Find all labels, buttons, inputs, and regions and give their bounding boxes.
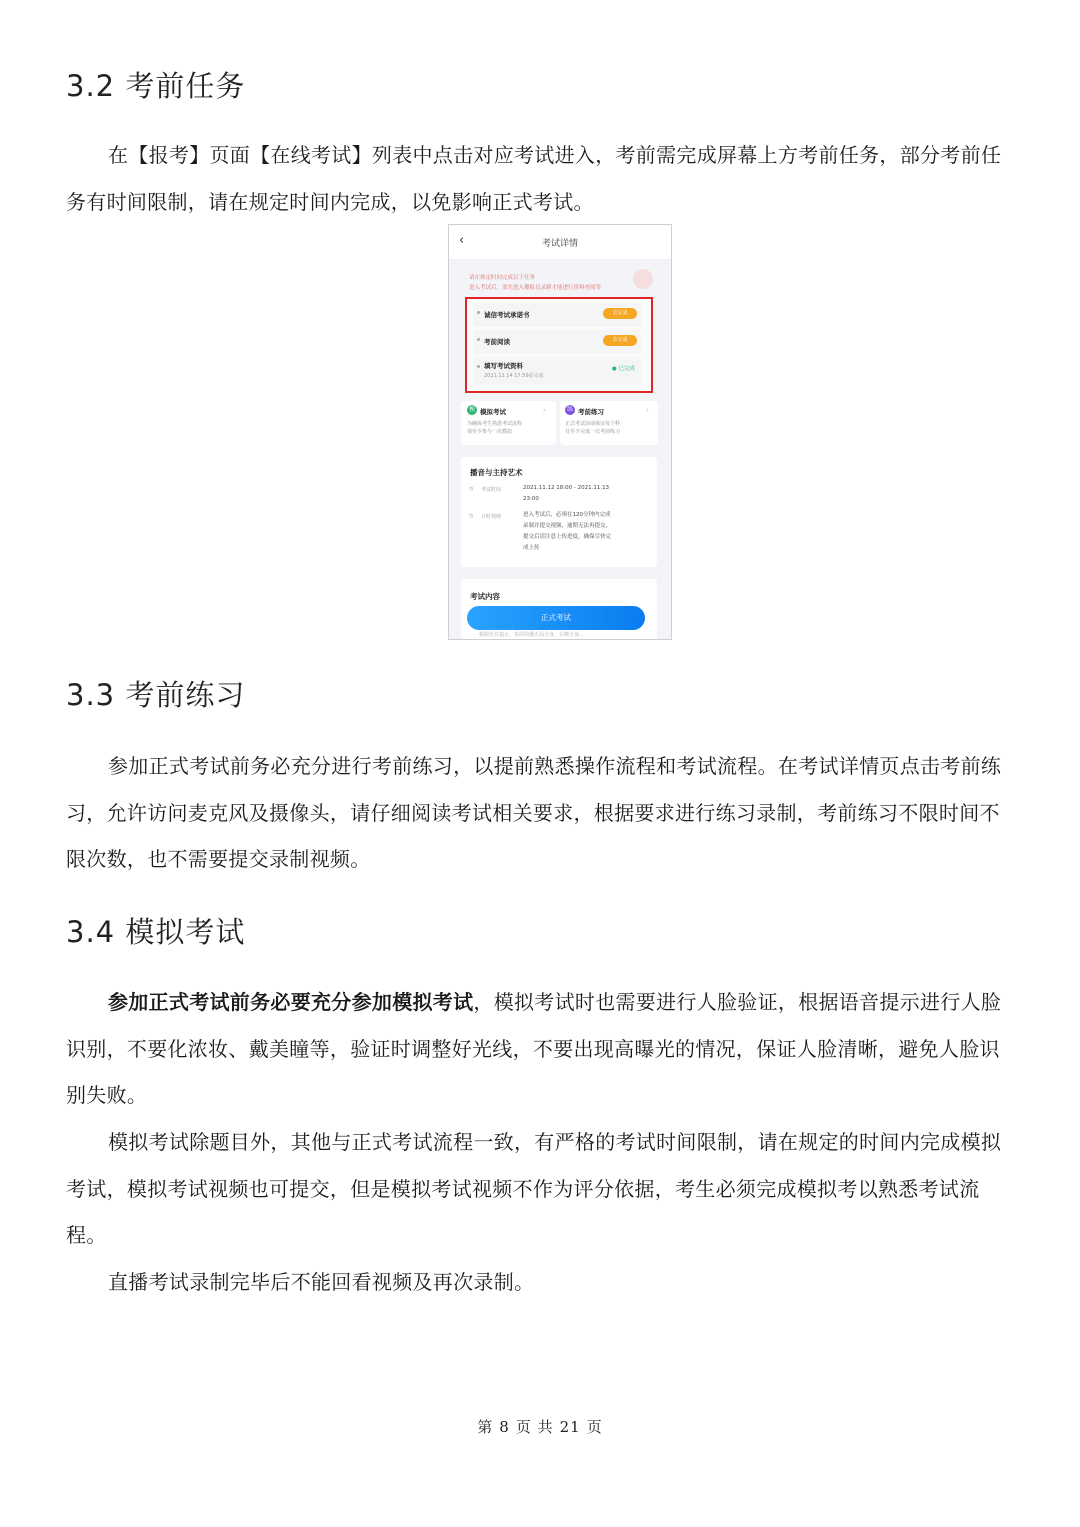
practice-desc: 正式考试前请保证每个科 目至少完成一次考前练习 — [565, 421, 621, 435]
mock-exam-title: 模拟考试 — [480, 408, 506, 416]
paragraph-3-4-1-text: ，模拟考试时也需要进行人脸验证，根据语音提示进行人脸识别，不要化浓妆、戴美瞳等，验证时调整好光线，不要出现高曝光的情况，保证人脸清晰，避免人脸识别失败。 — [66, 990, 1002, 1107]
task-status-done: ● 已完成 — [611, 366, 635, 372]
section-heading-3-4: 3.4 模拟考试 — [66, 915, 246, 949]
exam-info-card — [461, 457, 657, 567]
task-tip-line: 进入考试后，需先进入播报员录制才能进行资料查阅等 — [469, 285, 602, 291]
exam-content-title: 考试内容 — [470, 592, 500, 601]
paragraph-3-2 — [66, 132, 1016, 225]
back-icon[interactable]: ‹ — [459, 233, 465, 248]
bullet-icon — [477, 365, 480, 368]
mock-exam-card[interactable] — [461, 401, 556, 445]
paragraph-3-4-2-text: 模拟考试除题目外，其他与正式考试流程一致，有严格的考试时间限制，请在规定的时间内完成模拟考试，模拟考试视频也可提交，但是模拟考试视频不作为评分依据，考生必须完成模拟考以熟悉考试流程。 — [66, 1130, 1002, 1247]
task-item[interactable] — [473, 357, 641, 385]
paragraph-3-4-2 — [66, 1119, 1016, 1259]
clock-icon: ◷ — [469, 486, 474, 492]
mock-exam-icon: 模 — [468, 406, 475, 413]
footer-label: 第 — [477, 1418, 494, 1436]
timer-icon: ◷ — [469, 513, 474, 519]
footer-label: 页 共 — [515, 1418, 554, 1436]
timer-rule-value: 进入考试后，必须在120分钟内完成 录制并提交视频，逾期无法再提交， 提交后请注意上传进度，确保尽快完 成上传 — [523, 512, 612, 551]
bullet-icon — [477, 338, 480, 341]
exam-name: 播音与主持艺术 — [470, 468, 523, 477]
phone-header — [449, 225, 671, 259]
bottom-hint: 根据语音提示，显屏前播正面全身，左侧全身... — [479, 632, 584, 638]
section-heading-3-2: 3.2 考前任务 — [66, 69, 246, 103]
phone-title: 考试详情 — [541, 239, 578, 249]
mock-exam-desc: 为确保考生熟悉考试流程 请至少参与一次模拟 — [467, 421, 523, 435]
emphasis-text: 参加正式考试前务必要充分参加模拟考试 — [108, 990, 474, 1014]
bullet-icon — [477, 311, 480, 314]
task-tip-line: 请在规定时间完成以下任务 — [469, 275, 536, 281]
task-item[interactable] — [473, 330, 641, 354]
start-exam-button[interactable]: 正式考试 — [467, 606, 645, 630]
task-deadline: 2021.11.14 17:59前完成 — [484, 373, 544, 379]
task-tip — [469, 273, 639, 293]
paragraph-3-4-1 — [66, 979, 1016, 1119]
task-status-button[interactable]: 去完成 — [603, 308, 637, 319]
task-name: 考前阅读 — [484, 338, 510, 346]
practice-title: 考前练习 — [578, 408, 604, 416]
footer-label: 页 — [586, 1418, 603, 1436]
paragraph-3-4-3 — [66, 1259, 1016, 1306]
exam-time-label: 考试时间 — [481, 487, 502, 493]
total-pages: 21 — [559, 1418, 581, 1436]
chevron-right-icon: › — [543, 406, 546, 414]
paragraph-3-4-3-text: 直播考试录制完毕后不能回看视频及再次录制。 — [108, 1270, 535, 1294]
page-footer — [0, 1416, 1080, 1437]
task-name: 诚信考试承诺书 — [484, 311, 530, 319]
exam-time-value: 2021.11.12 18:00 - 2021.11.13 23:00 — [523, 485, 610, 502]
task-list-highlight — [465, 297, 653, 393]
section-heading-3-3: 3.3 考前练习 — [66, 678, 246, 712]
practice-icon: 练 — [566, 406, 573, 413]
current-page: 8 — [499, 1418, 510, 1436]
task-name: 填写考试资料 — [484, 362, 523, 370]
timer-rule-label: 计时规则 — [481, 514, 502, 520]
chevron-right-icon: › — [646, 406, 649, 414]
phone-screenshot — [448, 224, 672, 640]
paragraph-3-3 — [66, 743, 1016, 883]
paragraph-3-3-text: 参加正式考试前务必充分进行考前练习，以提前熟悉操作流程和考试流程。在考试详情页点击考前练习，允许访问麦克风及摄像头，请仔细阅读考试相关要求，根据要求进行练习录制，考前练习不限时间不限次数，也不需要提交录制视频。 — [66, 754, 1002, 871]
paragraph-3-2-text: 在【报考】页面【在线考试】列表中点击对应考试进入，考前需完成屏幕上方考前任务，部分考前任务有时间限制，请在规定时间内完成，以免影响正式考试。 — [66, 143, 1002, 214]
practice-card[interactable] — [560, 401, 658, 445]
task-status-button[interactable]: 去完成 — [603, 335, 637, 346]
task-item[interactable] — [473, 303, 641, 327]
